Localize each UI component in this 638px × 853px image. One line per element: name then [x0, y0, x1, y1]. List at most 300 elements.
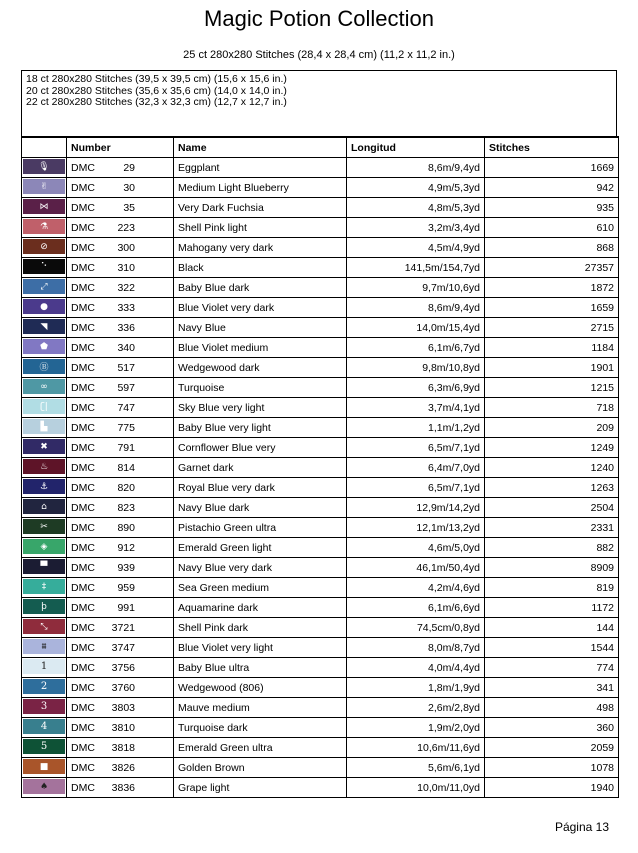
thread-stitches: 1872 — [485, 278, 619, 298]
page-subtitle: 25 ct 280x280 Stitches (28,4 x 28,4 cm) (11,2 x 11,2 in.) — [183, 49, 455, 61]
thread-stitches: 718 — [485, 398, 619, 418]
table-row — [22, 658, 619, 678]
table-row — [22, 418, 619, 438]
header-symbol — [22, 137, 67, 158]
table-row — [22, 578, 619, 598]
thread-length: 8,0m/8,7yd — [347, 638, 485, 658]
thread-brand: DMC — [71, 421, 95, 434]
thread-length: 3,7m/4,1yd — [347, 398, 485, 418]
swatch-cell — [22, 318, 67, 338]
thread-name: Navy Blue — [174, 318, 347, 338]
hot-springs-icon: ♨ — [23, 459, 65, 474]
thread-number — [67, 718, 174, 738]
thread-name: Black — [174, 258, 347, 278]
thread-length: 4,5m/4,9yd — [347, 238, 485, 258]
thread-number — [67, 418, 174, 438]
thread-brand: DMC — [71, 201, 95, 214]
thread-brand: DMC — [71, 661, 95, 674]
thread-length: 6,1m/6,6yd — [347, 598, 485, 618]
header-stitches: Stitches — [485, 137, 619, 158]
table-row — [22, 778, 619, 798]
table-row — [22, 558, 619, 578]
thread-name: Very Dark Fuchsia — [174, 198, 347, 218]
table-row — [22, 678, 619, 698]
thread-stitches: 360 — [485, 718, 619, 738]
table-row — [22, 598, 619, 618]
thread-name: Royal Blue very dark — [174, 478, 347, 498]
thread-code: 3836 — [111, 781, 135, 794]
thread-brand: DMC — [71, 701, 95, 714]
thread-length: 8,6m/9,4yd — [347, 298, 485, 318]
swatch-cell — [22, 178, 67, 198]
thread-brand: DMC — [71, 641, 95, 654]
table-row — [22, 538, 619, 558]
thread-length: 74,5cm/0,8yd — [347, 618, 485, 638]
thread-brand: DMC — [71, 401, 95, 414]
table-row — [22, 398, 619, 418]
square-icon: ■ — [23, 759, 65, 774]
number-5-icon: 5 — [23, 739, 65, 754]
thread-length: 141,5m/154,7yd — [347, 258, 485, 278]
thread-name: Blue Violet very dark — [174, 298, 347, 318]
table-row — [22, 718, 619, 738]
header-number: Number — [67, 137, 174, 158]
swatch-cell — [22, 478, 67, 498]
dots-icon: ⠑ — [23, 259, 65, 274]
swatch-cell — [22, 658, 67, 678]
thread-code: 820 — [117, 481, 135, 494]
swatch-cell — [22, 358, 67, 378]
thread-length: 3,2m/3,4yd — [347, 218, 485, 238]
thread-code: 3803 — [111, 701, 135, 714]
thread-number — [67, 338, 174, 358]
thread-number — [67, 278, 174, 298]
page-title: Magic Potion Collection — [204, 6, 434, 31]
thread-brand: DMC — [71, 761, 95, 774]
thread-number — [67, 618, 174, 638]
thread-number — [67, 318, 174, 338]
thread-brand: DMC — [71, 241, 95, 254]
table-header-row — [22, 137, 619, 158]
thread-brand: DMC — [71, 581, 95, 594]
thread-name: Emerald Green ultra — [174, 738, 347, 758]
snowman-icon: ● — [23, 299, 65, 314]
diagonal-icon: ⤢ — [23, 279, 65, 294]
thread-brand: DMC — [71, 441, 95, 454]
swatch-cell — [22, 338, 67, 358]
thread-stitches: 868 — [485, 238, 619, 258]
thread-brand: DMC — [71, 501, 95, 514]
thread-stitches: 1901 — [485, 358, 619, 378]
thread-number — [67, 298, 174, 318]
swatch-cell — [22, 538, 67, 558]
arrow-feather-icon: ϸ — [23, 599, 65, 614]
table-row — [22, 358, 619, 378]
swatch-cell — [22, 498, 67, 518]
thread-code: 223 — [117, 221, 135, 234]
fabric-sizes-box — [21, 70, 617, 136]
table-row — [22, 438, 619, 458]
diamond-icon: ◈ — [23, 539, 65, 554]
thread-name: Cornflower Blue very — [174, 438, 347, 458]
thread-name: Wedgewood (806) — [174, 678, 347, 698]
thread-code: 814 — [117, 461, 135, 474]
double-dagger-icon: ‡ — [23, 579, 65, 594]
thread-number — [67, 558, 174, 578]
thread-length: 6,5m/7,1yd — [347, 438, 485, 458]
thread-legend-table — [21, 136, 619, 798]
thread-stitches: 2504 — [485, 498, 619, 518]
thread-number — [67, 698, 174, 718]
thread-number — [67, 518, 174, 538]
thread-number — [67, 258, 174, 278]
swatch-cell — [22, 438, 67, 458]
swatch-cell — [22, 678, 67, 698]
thread-name: Shell Pink light — [174, 218, 347, 238]
page-number: Página 13 — [554, 820, 609, 834]
thread-name: Navy Blue very dark — [174, 558, 347, 578]
thread-code: 340 — [117, 341, 135, 354]
thread-number — [67, 358, 174, 378]
thread-name: Medium Light Blueberry — [174, 178, 347, 198]
thread-code: 747 — [117, 401, 135, 414]
thread-number — [67, 598, 174, 618]
thread-code: 517 — [117, 361, 135, 374]
thread-brand: DMC — [71, 181, 95, 194]
thread-length: 1,1m/1,2yd — [347, 418, 485, 438]
thread-code: 3747 — [111, 641, 135, 654]
number-2-icon: 2 — [23, 679, 65, 694]
thread-number — [67, 638, 174, 658]
thread-brand: DMC — [71, 561, 95, 574]
thread-number — [67, 198, 174, 218]
thread-length: 6,5m/7,1yd — [347, 478, 485, 498]
fabric-size-18ct: 18 ct 280x280 Stitches (39,5 x 39,5 cm) (15,6 x 15,6 in.) — [26, 73, 287, 85]
table-row — [22, 198, 619, 218]
swatch-cell — [22, 398, 67, 418]
thread-brand: DMC — [71, 681, 95, 694]
thread-number — [67, 578, 174, 598]
swatch-cell — [22, 778, 67, 798]
swatch-cell — [22, 558, 67, 578]
swatch-cell — [22, 238, 67, 258]
thread-name: Turquoise — [174, 378, 347, 398]
swatch-cell — [22, 158, 67, 178]
swatch-cell — [22, 298, 67, 318]
thread-length: 1,9m/2,0yd — [347, 718, 485, 738]
thread-code: 30 — [123, 181, 135, 194]
thread-name: Eggplant — [174, 158, 347, 178]
thread-code: 823 — [117, 501, 135, 514]
jellyfish-icon: ⚗ — [23, 219, 65, 234]
thread-stitches: 1669 — [485, 158, 619, 178]
thread-name: Wedgewood dark — [174, 358, 347, 378]
bag-icon: ⌂ — [23, 499, 65, 514]
thread-brand: DMC — [71, 541, 95, 554]
swatch-cell — [22, 258, 67, 278]
number-3-icon: 3 — [23, 699, 65, 714]
thread-code: 791 — [117, 441, 135, 454]
thread-stitches: 1263 — [485, 478, 619, 498]
thread-code: 890 — [117, 521, 135, 534]
thread-number — [67, 658, 174, 678]
thread-name: Pistachio Green ultra — [174, 518, 347, 538]
propeller-icon: ✖ — [23, 439, 65, 454]
thread-code: 3760 — [111, 681, 135, 694]
thread-stitches: 942 — [485, 178, 619, 198]
thread-name: Shell Pink dark — [174, 618, 347, 638]
thread-length: 4,6m/5,0yd — [347, 538, 485, 558]
thread-name: Baby Blue dark — [174, 278, 347, 298]
thread-code: 3826 — [111, 761, 135, 774]
swatch-cell — [22, 458, 67, 478]
table-row — [22, 258, 619, 278]
scissors-icon: ✂ — [23, 519, 65, 534]
thread-number — [67, 478, 174, 498]
thread-length: 5,6m/6,1yd — [347, 758, 485, 778]
thread-name: Sea Green medium — [174, 578, 347, 598]
thread-length: 2,6m/2,8yd — [347, 698, 485, 718]
thread-code: 3818 — [111, 741, 135, 754]
thread-brand: DMC — [71, 601, 95, 614]
fabric-size-22ct: 22 ct 280x280 Stitches (32,3 x 32,3 cm) (12,7 x 12,7 in.) — [26, 96, 287, 108]
swatch-cell — [22, 418, 67, 438]
thread-stitches: 1544 — [485, 638, 619, 658]
thread-brand: DMC — [71, 381, 95, 394]
thread-length: 14,0m/15,4yd — [347, 318, 485, 338]
thread-name: Grape light — [174, 778, 347, 798]
thread-code: 939 — [117, 561, 135, 574]
swatch-cell — [22, 758, 67, 778]
thread-stitches: 1172 — [485, 598, 619, 618]
thread-length: 12,1m/13,2yd — [347, 518, 485, 538]
thread-length: 4,2m/4,6yd — [347, 578, 485, 598]
thread-stitches: 2059 — [485, 738, 619, 758]
table-row — [22, 378, 619, 398]
table-row — [22, 618, 619, 638]
thread-name: Golden Brown — [174, 758, 347, 778]
thread-brand: DMC — [71, 161, 95, 174]
thread-number — [67, 238, 174, 258]
thread-length: 9,7m/10,6yd — [347, 278, 485, 298]
thread-stitches: 27357 — [485, 258, 619, 278]
thread-brand: DMC — [71, 321, 95, 334]
thread-code: 336 — [117, 321, 135, 334]
thread-number — [67, 378, 174, 398]
thread-number — [67, 438, 174, 458]
thread-name: Blue Violet very light — [174, 638, 347, 658]
thread-name: Garnet dark — [174, 458, 347, 478]
thread-name: Turquoise dark — [174, 718, 347, 738]
thread-code: 29 — [123, 161, 135, 174]
thread-length: 4,8m/5,3yd — [347, 198, 485, 218]
table-row — [22, 338, 619, 358]
thread-code: 310 — [117, 261, 135, 274]
table-row — [22, 218, 619, 238]
thread-number — [67, 678, 174, 698]
thread-length: 10,6m/11,6yd — [347, 738, 485, 758]
swatch-cell — [22, 718, 67, 738]
swatch-cell — [22, 638, 67, 658]
thread-stitches: 498 — [485, 698, 619, 718]
thread-name: Blue Violet medium — [174, 338, 347, 358]
thread-brand: DMC — [71, 221, 95, 234]
fabric-size-20ct: 20 ct 280x280 Stitches (35,6 x 35,6 cm) (14,0 x 14,0 in.) — [26, 84, 287, 97]
thread-number — [67, 758, 174, 778]
table-row — [22, 278, 619, 298]
thread-name: Baby Blue very light — [174, 418, 347, 438]
thread-number — [67, 458, 174, 478]
thread-brand: DMC — [71, 261, 95, 274]
thread-brand: DMC — [71, 621, 95, 634]
thread-code: 597 — [117, 381, 135, 394]
pentagon-icon: ⬟ — [23, 339, 65, 354]
table-row — [22, 518, 619, 538]
thread-number — [67, 738, 174, 758]
swatch-cell — [22, 598, 67, 618]
thread-brand: DMC — [71, 341, 95, 354]
microphone-icon: 🎙 — [23, 159, 65, 174]
hand-icon: ✌ — [23, 179, 65, 194]
table-row — [22, 158, 619, 178]
thread-code: 3810 — [111, 721, 135, 734]
thread-stitches: 341 — [485, 678, 619, 698]
swatch-cell — [22, 518, 67, 538]
thread-number — [67, 158, 174, 178]
corner-icon: ◥ — [23, 319, 65, 334]
swatch-cell — [22, 378, 67, 398]
thread-stitches: 1940 — [485, 778, 619, 798]
thread-stitches: 144 — [485, 618, 619, 638]
thread-number — [67, 498, 174, 518]
table-row — [22, 638, 619, 658]
thread-name: Baby Blue ultra — [174, 658, 347, 678]
thread-name: Aquamarine dark — [174, 598, 347, 618]
thread-name: Mauve medium — [174, 698, 347, 718]
swatch-cell — [22, 218, 67, 238]
flag-shape-icon: ▀ — [23, 559, 65, 574]
number-4-icon: 4 — [23, 719, 65, 734]
thread-length: 6,3m/6,9yd — [347, 378, 485, 398]
thread-code: 300 — [117, 241, 135, 254]
thread-stitches: 1240 — [485, 458, 619, 478]
thread-code: 991 — [117, 601, 135, 614]
table-row — [22, 478, 619, 498]
thread-stitches: 1249 — [485, 438, 619, 458]
thread-length: 6,1m/6,7yd — [347, 338, 485, 358]
thread-stitches: 935 — [485, 198, 619, 218]
thread-code: 3721 — [111, 621, 135, 634]
thread-stitches: 2331 — [485, 518, 619, 538]
table-row — [22, 758, 619, 778]
l-shape-icon: ▙ — [23, 419, 65, 434]
thread-code: 35 — [123, 201, 135, 214]
thread-number — [67, 218, 174, 238]
bowtie-icon: ⋈ — [23, 199, 65, 214]
thread-length: 6,4m/7,0yd — [347, 458, 485, 478]
table-row — [22, 238, 619, 258]
thread-length: 10,0m/11,0yd — [347, 778, 485, 798]
thread-stitches: 610 — [485, 218, 619, 238]
no-sign-icon: ⊘ — [23, 239, 65, 254]
thread-stitches: 819 — [485, 578, 619, 598]
thread-name: Sky Blue very light — [174, 398, 347, 418]
thread-length: 46,1m/50,4yd — [347, 558, 485, 578]
glasses-icon: ∞ — [23, 379, 65, 394]
thread-brand: DMC — [71, 481, 95, 494]
thread-brand: DMC — [71, 741, 95, 754]
spade-icon: ♠ — [23, 779, 65, 794]
table-row — [22, 698, 619, 718]
thread-number — [67, 398, 174, 418]
diagonal-dots-icon: ⤡ — [23, 619, 65, 634]
thread-brand: DMC — [71, 781, 95, 794]
swatch-cell — [22, 578, 67, 598]
swatch-cell — [22, 278, 67, 298]
table-row — [22, 458, 619, 478]
thread-name: Navy Blue dark — [174, 498, 347, 518]
thread-code: 3756 — [111, 661, 135, 674]
thread-stitches: 1184 — [485, 338, 619, 358]
thread-stitches: 882 — [485, 538, 619, 558]
thread-brand: DMC — [71, 461, 95, 474]
number-1-icon: 1 — [23, 659, 65, 674]
thread-stitches: 1659 — [485, 298, 619, 318]
bluetooth-icon: Ⓑ — [23, 359, 65, 374]
anchor-icon: ⚓ — [23, 479, 65, 494]
thread-code: 959 — [117, 581, 135, 594]
thread-number — [67, 178, 174, 198]
thread-brand: DMC — [71, 301, 95, 314]
thread-brand: DMC — [71, 721, 95, 734]
table-row — [22, 738, 619, 758]
swatch-cell — [22, 198, 67, 218]
thread-length: 12,9m/14,2yd — [347, 498, 485, 518]
thread-brand: DMC — [71, 361, 95, 374]
table-row — [22, 318, 619, 338]
thread-length: 4,9m/5,3yd — [347, 178, 485, 198]
swatch-cell — [22, 698, 67, 718]
bracket-icon: ʗ| — [23, 399, 65, 414]
thread-stitches: 209 — [485, 418, 619, 438]
thread-stitches: 1078 — [485, 758, 619, 778]
thread-length: 8,6m/9,4yd — [347, 158, 485, 178]
thread-stitches: 774 — [485, 658, 619, 678]
swatch-cell — [22, 618, 67, 638]
header-length: Longitud — [347, 137, 485, 158]
thread-stitches: 8909 — [485, 558, 619, 578]
thread-length: 9,8m/10,8yd — [347, 358, 485, 378]
swatch-cell — [22, 738, 67, 758]
thread-length: 1,8m/1,9yd — [347, 678, 485, 698]
header-name: Name — [174, 137, 347, 158]
thread-length: 4,0m/4,4yd — [347, 658, 485, 678]
thread-code: 322 — [117, 281, 135, 294]
table-row — [22, 298, 619, 318]
table-row — [22, 178, 619, 198]
thread-name: Emerald Green light — [174, 538, 347, 558]
thread-number — [67, 538, 174, 558]
thread-code: 775 — [117, 421, 135, 434]
table-row — [22, 498, 619, 518]
thread-code: 333 — [117, 301, 135, 314]
bars-icon: ⩩ — [23, 639, 65, 654]
thread-name: Mahogany very dark — [174, 238, 347, 258]
thread-stitches: 1215 — [485, 378, 619, 398]
thread-stitches: 2715 — [485, 318, 619, 338]
thread-code: 912 — [117, 541, 135, 554]
thread-brand: DMC — [71, 281, 95, 294]
